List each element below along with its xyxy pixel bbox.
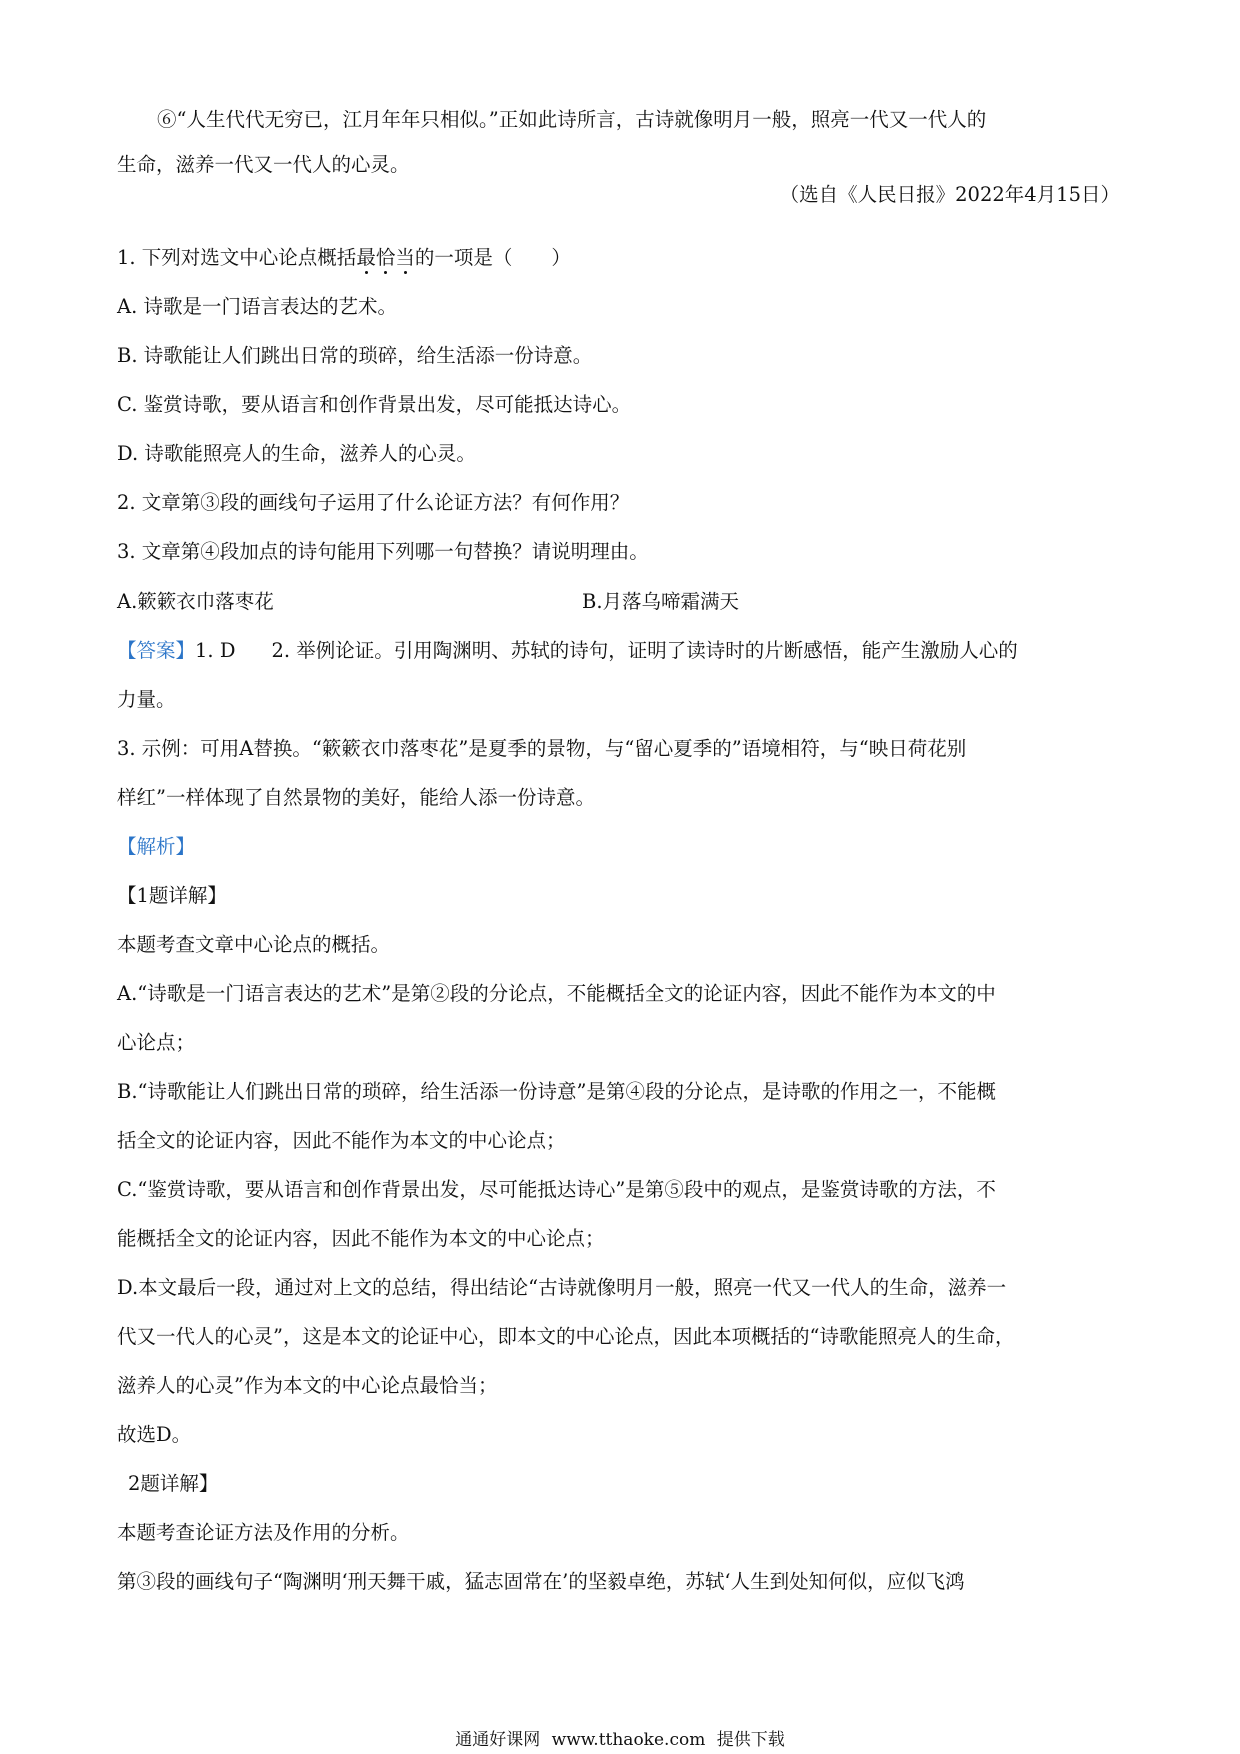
answer-2-line1: 2. 举例论证。引用陶渊明、苏轼的诗句，证明了读诗时的片断感悟，能产生激励人心的 [271, 639, 1018, 662]
passage-para6-line2: 生命，滋养一代又一代人的心灵。 [117, 153, 410, 176]
passage-source: （选自《人民日报》2022年4月15日） [779, 183, 1120, 206]
emphasis-dot-char: 当 [395, 246, 415, 269]
analysis-q1-line: B.“诗歌能让人们跳出日常的琐碎，给生活添一份诗意”是第④段的分论点，是诗歌的作用之一，不能概 [117, 1080, 996, 1103]
question-1 [117, 243, 571, 273]
answer-3-line1: 3. 示例：可用A替换。“簌簌衣巾落枣花”是夏季的景物，与“留心夏季的”语境相符，与“映日荷花别 [117, 737, 967, 760]
answer-2-line2: 力量。 [117, 688, 176, 711]
passage-para6-line1: ⑥“人生代代无穷已，江月年年只相似。”正如此诗所言，古诗就像明月一般，照亮一代又一代人的 [157, 108, 987, 131]
analysis-q1-heading: 【1题详解】 [117, 884, 227, 907]
question-3-option-a: A.簌簌衣巾落枣花 [117, 590, 274, 613]
emphasis-dot-char: 最 [356, 246, 376, 269]
question-1-text-post: 的一项是（ ） [414, 246, 571, 269]
footer-site-name: 通通好课网 [455, 1730, 541, 1750]
emphasis-dot-char: 恰 [375, 246, 396, 269]
analysis-q2-intro: 本题考查论证方法及作用的分析。 [117, 1521, 410, 1544]
analysis-q1-line: 能概括全文的论证内容，因此不能作为本文的中心论点； [117, 1227, 605, 1250]
question-3: 3. 文章第④段加点的诗句能用下列哪一句替换？请说明理由。 [117, 540, 649, 563]
question-2: 2. 文章第③段的画线句子运用了什么论证方法？有何作用？ [117, 491, 630, 514]
analysis-q1-line: A.“诗歌是一门语言表达的艺术”是第②段的分论点，不能概括全文的论证内容，因此不能作为本文的中 [117, 982, 996, 1005]
analysis-q1-line: C.“鉴赏诗歌，要从语言和创作背景出发，尽可能抵达诗心”是第⑤段中的观点，是鉴赏诗歌的方法，不 [117, 1178, 996, 1201]
analysis-q2-line1: 第③段的画线句子“陶渊明‘刑天舞干戚，猛志固常在’的坚毅卓绝，苏轼‘人生到处知何似，应似飞鸿 [117, 1570, 965, 1593]
analysis-q1-line: 滋养人的心灵”作为本文的中心论点最恰当； [117, 1374, 498, 1397]
question-1-text-pre: 1. 下列对选文中心论点概括 [117, 246, 357, 269]
answer-line-1 [117, 636, 1018, 666]
answer-3-line2: 样红”一样体现了自然景物的美好，能给人添一份诗意。 [117, 786, 595, 809]
footer-url-link[interactable]: www.tthaoke.com [551, 1730, 706, 1750]
analysis-q1-line: 括全文的论证内容，因此不能作为本文的中心论点； [117, 1129, 566, 1152]
page-footer [0, 1725, 1240, 1750]
analysis-q2-heading: 2题详解】 [128, 1472, 219, 1495]
question-1-option-a: A. 诗歌是一门语言表达的艺术。 [117, 295, 397, 318]
analysis-q1-line: 代又一代人的心灵”，这是本文的论证中心，即本文的中心论点，因此本项概括的“诗歌能照亮人的生命， [117, 1325, 1015, 1348]
question-1-option-b: B. 诗歌能让人们跳出日常的琐碎，给生活添一份诗意。 [117, 344, 593, 367]
analysis-q1-intro: 本题考查文章中心论点的概括。 [117, 933, 391, 956]
answer-label: 【答案】 [117, 639, 196, 662]
footer-suffix: 提供下载 [716, 1730, 785, 1750]
question-3-option-b: B.月落乌啼霜满天 [582, 590, 740, 613]
analysis-q1-line: D.本文最后一段，通过对上文的总结，得出结论“古诗就像明月一般，照亮一代又一代人的生命，滋养一 [117, 1276, 1007, 1299]
question-3-options [117, 587, 1117, 617]
analysis-q1-line: 心论点； [117, 1031, 196, 1054]
question-1-option-d: D. 诗歌能照亮人的生命，滋养人的心灵。 [117, 442, 476, 465]
answer-1: 1. D [195, 639, 236, 662]
analysis-q1-conclusion: 故选D。 [117, 1423, 192, 1446]
question-1-option-c: C. 鉴赏诗歌，要从语言和创作背景出发，尽可能抵达诗心。 [117, 393, 632, 416]
analysis-label: 【解析】 [117, 835, 196, 858]
